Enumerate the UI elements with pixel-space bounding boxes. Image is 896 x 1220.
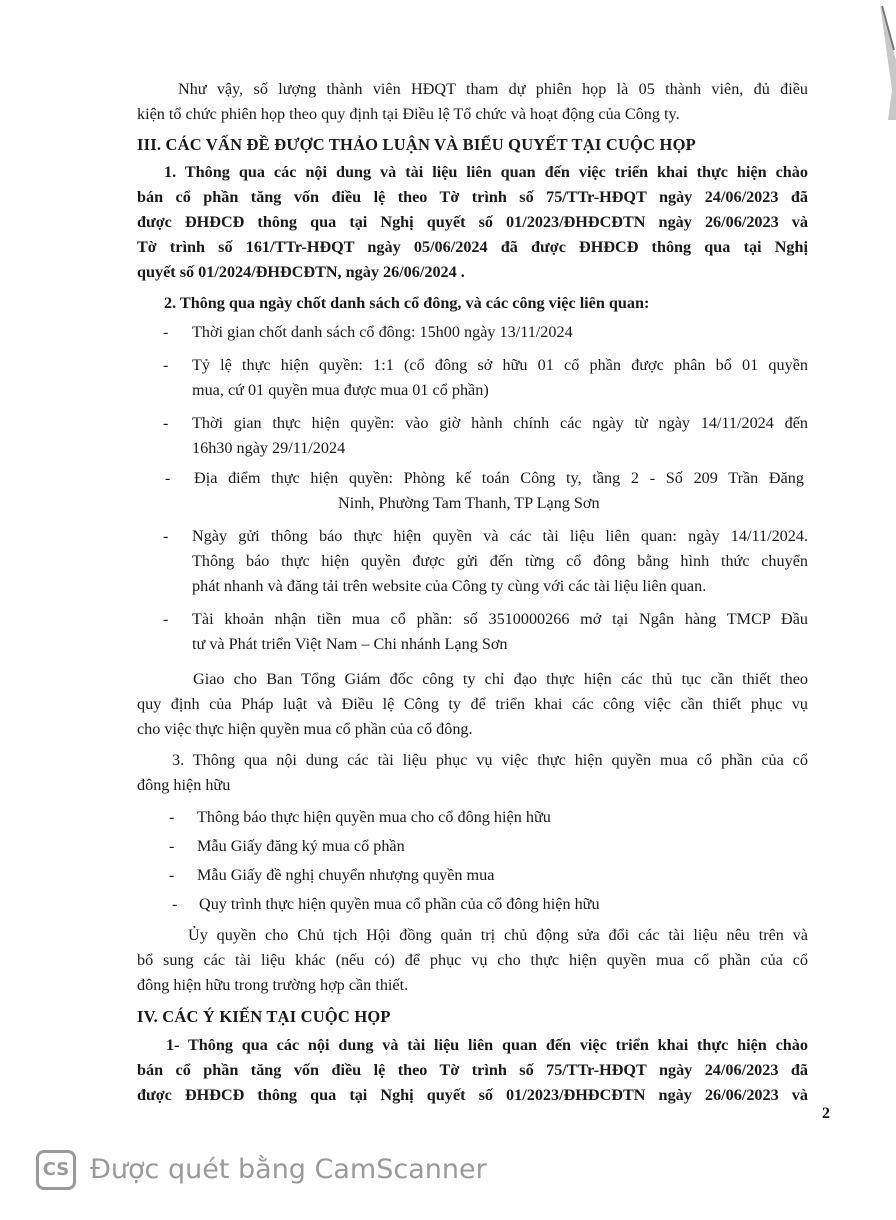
intro-line-2: kiện tổ chức phiên họp theo quy định tại Điều lệ Tổ chức và hoạt động của Công ty. xyxy=(137,105,680,123)
s3-item3-auth-line-2: bổ sung các tài liệu khác (nếu có) để phục vụ cho thực hiện quyền mua cổ phần của cổ xyxy=(137,951,808,969)
s3-item1-line-5: quyết số 01/2024/ĐHĐCĐTN, ngày 26/06/2024 . xyxy=(137,263,465,281)
bullet-dash: - xyxy=(163,324,169,341)
s3-item3-auth-line-3: đông hiện hữu trong trường hợp cần thiết. xyxy=(137,976,409,994)
s3-item2-title: 2. Thông qua ngày chốt danh sách cổ đông, và các công việc liên quan: xyxy=(164,294,650,312)
bullet-dash: - xyxy=(169,867,175,884)
page-number: 2 xyxy=(822,1105,830,1122)
s3-item1-line-1: 1. Thông qua các nội dung và tài liệu liên quan đến việc triển khai thực hiện chào xyxy=(164,163,808,181)
s3-item2-bullet-4-line-1: Địa điểm thực hiện quyền: Phòng kế toán Công ty, tầng 2 - Số 209 Trần Đăng xyxy=(194,469,804,487)
scanner-watermark xyxy=(0,1140,896,1220)
s3-item3-auth-line-1: Ủy quyền cho Chủ tịch Hội đồng quản trị chủ động sửa đổi các tài liệu nêu trên và xyxy=(188,926,808,944)
s3-item1-line-4: Tờ trình số 161/TTr-HĐQT ngày 05/06/2024 đã được ĐHĐCĐ thông qua tại Nghị xyxy=(137,238,808,256)
s3-item3-bullet-3: Mẫu Giấy đề nghị chuyển nhượng quyền mua xyxy=(197,866,495,884)
s3-item2-bullet-3-line-2: 16h30 ngày 29/11/2024 xyxy=(192,439,346,457)
s3-item2-bullet-4-line-2: Ninh, Phường Tam Thanh, TP Lạng Sơn xyxy=(338,494,600,512)
s3-item2-bullet-6-line-1: Tài khoản nhận tiền mua cổ phần: số 3510000266 mở tại Ngân hàng TMCP Đầu xyxy=(192,610,808,628)
s3-item2-bullet-5-line-1: Ngày gửi thông báo thực hiện quyền và các tài liệu liên quan: ngày 14/11/2024. xyxy=(192,527,808,545)
bullet-dash: - xyxy=(169,838,175,855)
watermark-text: Được quét bằng CamScanner xyxy=(90,1154,487,1185)
scan-corner-mark xyxy=(836,0,896,120)
bullet-dash: - xyxy=(169,809,175,826)
s3-item1-line-3: được ĐHĐCĐ thông qua tại Nghị quyết số 01/2023/ĐHĐCĐTN ngày 26/06/2023 và xyxy=(137,213,808,231)
s3-item2-assign-line-2: quy định của Pháp luật và Điều lệ Công ty để triển khai các công việc cần thiết phục vụ xyxy=(137,695,808,713)
bullet-dash: - xyxy=(163,415,169,432)
s3-item2-bullet-2-line-2: mua, cứ 01 quyền mua được mua 01 cổ phần) xyxy=(192,381,489,399)
s3-item2-bullet-5-line-2: Thông báo thực hiện quyền được gửi đến từng cổ đông bằng hình thức chuyển xyxy=(192,552,808,570)
s4-item1-line-1: 1- Thông qua các nội dung và tài liệu liên quan đến việc triển khai thực hiện chào xyxy=(166,1036,808,1054)
s3-item2-bullet-3-line-1: Thời gian thực hiện quyền: vào giờ hành chính các ngày từ ngày 14/11/2024 đến xyxy=(192,414,808,432)
bullet-dash: - xyxy=(163,357,169,374)
intro-line-1: Như vậy, số lượng thành viên HĐQT tham dự phiên họp là 05 thành viên, đủ điều xyxy=(178,80,808,98)
s3-item3-line-2: đông hiện hữu xyxy=(137,776,231,794)
s3-item2-assign-line-3: cho việc thực hiện quyền mua cổ phần của cổ đông. xyxy=(137,720,473,738)
bullet-dash: - xyxy=(163,528,169,545)
section-3-heading: III. CÁC VẤN ĐỀ ĐƯỢC THẢO LUẬN VÀ BIỂU QUYẾT TẠI CUỘC HỌP xyxy=(137,135,696,154)
s4-item1-line-3: được ĐHĐCĐ thông qua tại Nghị quyết số 01/2023/ĐHĐCĐTN ngày 26/06/2023 và xyxy=(137,1086,808,1104)
bullet-dash: - xyxy=(172,896,178,913)
s3-item2-bullet-5-line-3: phát nhanh và đăng tải trên website của Công ty cùng với các tài liệu liên quan. xyxy=(192,577,707,595)
s3-item2-assign-line-1: Giao cho Ban Tổng Giám đốc công ty chỉ đạo thực hiện các thủ tục cần thiết theo xyxy=(193,670,808,688)
camscanner-logo-icon: CS xyxy=(36,1150,76,1190)
s3-item3-line-1: 3. Thông qua nội dung các tài liệu phục vụ việc thực hiện quyền mua cổ phần của cổ xyxy=(172,751,808,769)
s3-item2-bullet-1: Thời gian chốt danh sách cổ đông: 15h00 ngày 13/11/2024 xyxy=(192,323,573,341)
s3-item2-bullet-2-line-1: Tỷ lệ thực hiện quyền: 1:1 (cổ đông sở hữu 01 cổ phần được phân bổ 01 quyền xyxy=(192,356,808,374)
section-4-heading: IV. CÁC Ý KIẾN TẠI CUỘC HỌP xyxy=(137,1007,391,1026)
bullet-dash: - xyxy=(165,470,171,487)
s4-item1-line-2: bán cổ phần tăng vốn điều lệ theo Tờ trình số 75/TTr-HĐQT ngày 24/06/2023 đã xyxy=(137,1061,808,1079)
s3-item1-line-2: bán cổ phần tăng vốn điều lệ theo Tờ trình số 75/TTr-HĐQT ngày 24/06/2023 đã xyxy=(137,188,808,206)
s3-item3-bullet-2: Mẫu Giấy đăng ký mua cổ phần xyxy=(197,837,405,855)
s3-item3-bullet-4: Quy trình thực hiện quyền mua cổ phần của cổ đông hiện hữu xyxy=(199,895,600,913)
s3-item3-bullet-1: Thông báo thực hiện quyền mua cho cổ đông hiện hữu xyxy=(197,808,551,826)
s3-item2-bullet-6-line-2: tư và Phát triển Việt Nam – Chi nhánh Lạng Sơn xyxy=(192,635,508,653)
bullet-dash: - xyxy=(163,611,169,628)
